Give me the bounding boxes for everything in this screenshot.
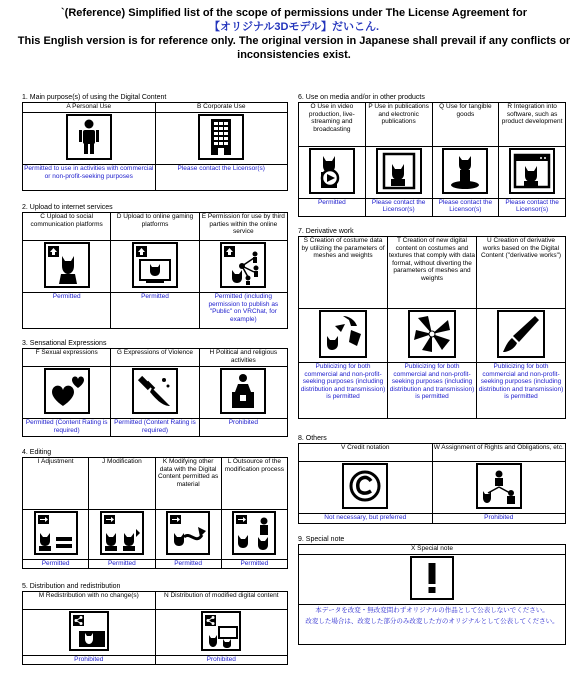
label-outsource: L Outsource of the modification process	[221, 458, 287, 510]
status-personal-use: Permitted to use in activities with commercial or non-profit-seeking purposes	[23, 165, 156, 191]
status-redistribution: Prohibited	[23, 655, 156, 664]
label-special-note: X Special note	[299, 545, 566, 555]
section-title: 4. Editing	[22, 449, 52, 456]
status-software: Please contact the Licensor(s)	[499, 198, 566, 216]
special-note-text	[299, 605, 566, 645]
label-derivative: U Creation of derivative works based on the Digital Content ("derivative works")	[477, 237, 566, 309]
header-line-4: inconsistencies exist.	[237, 49, 351, 61]
label-corporate-use: B Corporate Use	[155, 103, 288, 113]
exclamation-icon	[410, 556, 454, 600]
special-note-line-2: 改変した場合は、改変した部分のみ改変した方のオリジナルとして公表してください。	[305, 617, 559, 625]
material-icon	[166, 511, 210, 555]
section-title: 3. Sensational Expressions	[22, 340, 107, 347]
section-upload	[22, 203, 288, 329]
section-distribution	[22, 582, 288, 665]
outsource-icon	[232, 511, 276, 555]
gaming-cat-icon	[132, 242, 178, 288]
status-publication: Please contact the Licensor(s)	[365, 198, 432, 216]
section-main-purpose	[22, 93, 288, 191]
section-title: 2. Upload to internet services	[22, 204, 113, 211]
label-video: O Use in video production, live-streaming and broadcasting	[299, 103, 366, 147]
redistribute-icon	[69, 611, 109, 651]
header-line-1: `(Reference) Simplified list of the scope of permissions under The License Agreement for	[61, 7, 527, 19]
redistribute-modified-icon	[201, 611, 241, 651]
software-icon	[509, 148, 555, 194]
costume-icon	[319, 310, 367, 358]
label-assignment: W Assignment of Rights and Obligations, etc.	[432, 444, 566, 462]
adjust-icon	[34, 511, 78, 555]
texture-icon	[408, 310, 456, 358]
status-material: Permitted	[155, 559, 221, 568]
status-social-platforms: Permitted	[23, 293, 111, 329]
assignment-icon	[476, 463, 522, 509]
building-icon	[198, 114, 244, 160]
page-header	[0, 6, 588, 62]
status-outsource: Permitted	[221, 559, 287, 568]
label-third-party: E Permission for use by third parties within the online service	[199, 213, 287, 241]
label-goods: Q Use for tangible goods	[432, 103, 499, 147]
status-adjustment: Permitted	[23, 559, 89, 568]
label-credit: V Credit notation	[299, 444, 433, 462]
label-texture: T Creation of new digital content on costumes and textures that comply with data format, without diverting the parameters of meshes and weights	[388, 237, 477, 309]
status-political: Prohibited	[199, 419, 287, 437]
label-material: K Modifying other data with the Digital Content permitted as material	[155, 458, 221, 510]
podium-icon	[220, 368, 266, 414]
status-texture: Publicizing for both commercial and non-profit-seeking purposes (including distribution and transmission) is permitted	[388, 363, 477, 419]
label-publication: P Use in publications and electronic publications	[365, 103, 432, 147]
section-editing	[22, 448, 288, 569]
copyright-icon	[342, 463, 388, 509]
section-title: 8. Others	[298, 435, 327, 442]
section-title: 1. Main purpose(s) of using the Digital Content	[22, 94, 167, 101]
label-social-platforms: C Upload to social communication platforms	[23, 213, 111, 241]
status-modified-distribution: Prohibited	[155, 655, 288, 664]
status-goods: Please contact the Licensor(s)	[432, 198, 499, 216]
label-political: H Political and religious activities	[199, 349, 287, 367]
status-third-party: Permitted (including permission to publish as "Public" on VRChat, for example)	[199, 293, 287, 329]
status-sexual: Permitted (Content Rating is required)	[23, 419, 111, 437]
section-derivative	[298, 227, 566, 419]
label-modified-distribution: N Distribution of modified digital content	[155, 592, 288, 610]
header-line-2: 【オリジナル3Dモデル】だいこん.	[208, 21, 380, 33]
figure-icon	[442, 148, 488, 194]
label-gaming-platforms: D Upload to online gaming platforms	[111, 213, 199, 241]
section-title: 7. Derivative work	[298, 228, 354, 235]
status-modification: Permitted	[89, 559, 155, 568]
label-modification: J Modification	[89, 458, 155, 510]
status-video: Permitted	[299, 198, 366, 216]
label-software: R Integration into software, such as product development	[499, 103, 566, 147]
status-violence: Permitted (Content Rating is required)	[111, 419, 199, 437]
publication-icon	[376, 148, 422, 194]
section-title: 5. Distribution and redistribution	[22, 583, 121, 590]
brush-icon	[497, 310, 545, 358]
section-others	[298, 434, 566, 524]
label-redistribution: M Redistribution with no change(s)	[23, 592, 156, 610]
section-special-note	[298, 535, 566, 645]
label-personal-use: A Personal Use	[23, 103, 156, 113]
status-gaming-platforms: Permitted	[111, 293, 199, 329]
status-credit: Not necessary, but preferred	[299, 514, 433, 524]
status-derivative: Publicizing for both commercial and non-profit-seeking purposes (including distribution and transmission) is permitted	[477, 363, 566, 419]
label-violence: G Expressions of Violence	[111, 349, 199, 367]
section-media	[298, 93, 566, 217]
hearts-icon	[44, 368, 90, 414]
share-people-icon	[220, 242, 266, 288]
status-costume: Publicizing for both commercial and non-profit-seeking purposes (including distribution and transmission) is permitted	[299, 363, 388, 419]
upload-cat-icon	[44, 242, 90, 288]
label-sexual: F Sexual expressions	[23, 349, 111, 367]
special-note-line-1: 本データを改変・無改変問わずオリジナルの作品として公表しないでください。	[315, 607, 549, 614]
person-icon	[66, 114, 112, 160]
knife-icon	[132, 368, 178, 414]
label-costume: S Creation of costume data by utilizing the parameters of meshes and weights	[299, 237, 388, 309]
modify-icon	[100, 511, 144, 555]
section-title: 9. Special note	[298, 536, 345, 543]
section-title: 6. Use on media and/or in other products	[298, 94, 425, 101]
status-corporate-use: Please contact the Licensor(s)	[155, 165, 288, 191]
label-adjustment: I Adjustment	[23, 458, 89, 510]
header-line-3: This English version is for reference only. The original version in Japanese shall prevail if any conflicts or	[17, 35, 571, 47]
video-icon	[309, 148, 355, 194]
section-sensational	[22, 339, 288, 437]
status-assignment: Prohibited	[432, 514, 566, 524]
